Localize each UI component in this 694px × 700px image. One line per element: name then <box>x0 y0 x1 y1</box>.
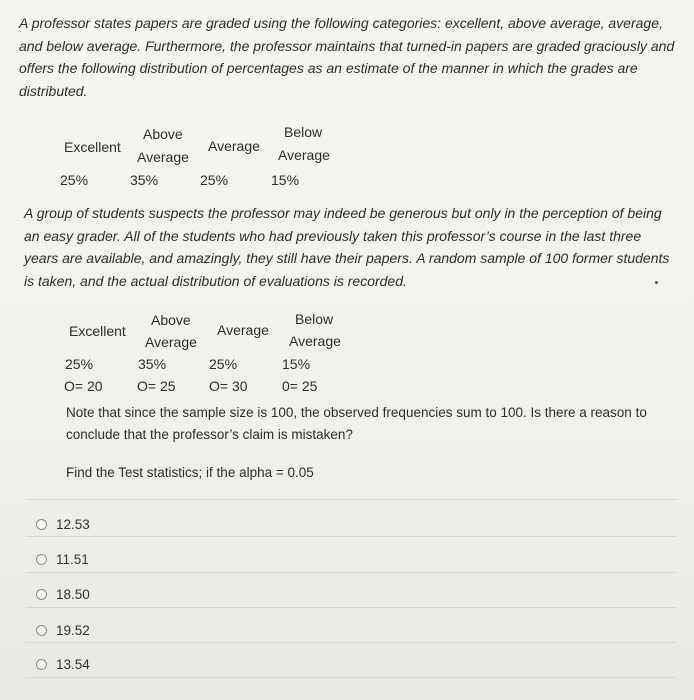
pct-average: 25% <box>209 356 238 372</box>
radio-button-icon[interactable] <box>36 625 47 636</box>
answer-option-label: 19.52 <box>56 622 90 638</box>
header-below-line2: Average <box>289 333 341 349</box>
radio-button-icon[interactable] <box>36 659 47 670</box>
group-paragraph: A group of students suspects the professor may indeed be generous but only in the perception of being an easy grader. All of the students who had previously taken this professor’s course in the last three years are available, and amazingly, they still have their papers. A random sample of 100 former students is taken, and the actual distribution of evaluations is recorded. <box>24 205 670 289</box>
pct-excellent: 25% <box>65 356 94 372</box>
answer-option-label: 18.50 <box>56 586 90 602</box>
divider <box>26 572 676 573</box>
obs-below-average: 0= 25 <box>282 378 318 394</box>
pct-above-average: 35% <box>138 356 167 372</box>
answer-option-4[interactable] <box>36 620 90 640</box>
header-above-line2: Average <box>145 334 197 350</box>
divider <box>26 642 676 643</box>
answer-option-3[interactable] <box>36 584 90 604</box>
answer-option-label: 12.53 <box>56 516 90 532</box>
obs-average: O= 30 <box>209 378 248 394</box>
note-paragraph: Note that since the sample size is 100, the observed frequencies sum to 100. Is there a reason to conclude that the professor’s claim is mistaken? <box>66 405 647 442</box>
intro-paragraph: A professor states papers are graded using the following categories: excellent, above average, average, and below average. Furthermore, the professor maintains that turned-in papers are graded graciously and offers the following distribution of percentages as an estimate of the manner in which the grades are distributed. <box>19 15 675 99</box>
divider <box>26 607 676 608</box>
pct-above-average: 35% <box>130 172 159 188</box>
header-above-line1: Above <box>143 126 183 142</box>
divider <box>26 536 676 537</box>
divider <box>26 499 676 500</box>
header-excellent: Excellent <box>69 323 126 339</box>
radio-button-icon[interactable] <box>36 554 47 565</box>
obs-excellent: O= 20 <box>64 378 103 394</box>
pct-below-average: 15% <box>271 172 300 188</box>
answer-option-1[interactable] <box>36 514 90 534</box>
header-below-line1: Below <box>295 311 334 327</box>
answer-option-5[interactable] <box>36 654 90 674</box>
radio-button-icon[interactable] <box>36 519 47 530</box>
radio-button-icon[interactable] <box>36 589 47 600</box>
header-below-line1: Below <box>284 124 323 140</box>
cursor-dot <box>655 281 658 284</box>
header-excellent: Excellent <box>64 139 121 155</box>
header-below-line2: Average <box>278 147 330 163</box>
header-above-line2: Average <box>137 149 189 165</box>
answer-option-label: 13.54 <box>56 656 90 672</box>
pct-below-average: 15% <box>282 356 311 372</box>
header-above-line1: Above <box>151 312 191 328</box>
header-average: Average <box>208 138 260 154</box>
pct-average: 25% <box>200 172 229 188</box>
obs-above-average: O= 25 <box>137 378 176 394</box>
answer-option-label: 11.51 <box>56 551 89 567</box>
divider <box>26 677 676 678</box>
answer-option-2[interactable] <box>36 549 89 569</box>
header-average: Average <box>217 322 269 338</box>
question-prompt: Find the Test statistics; if the alpha = 0.05 <box>66 465 314 480</box>
pct-excellent: 25% <box>60 172 89 188</box>
